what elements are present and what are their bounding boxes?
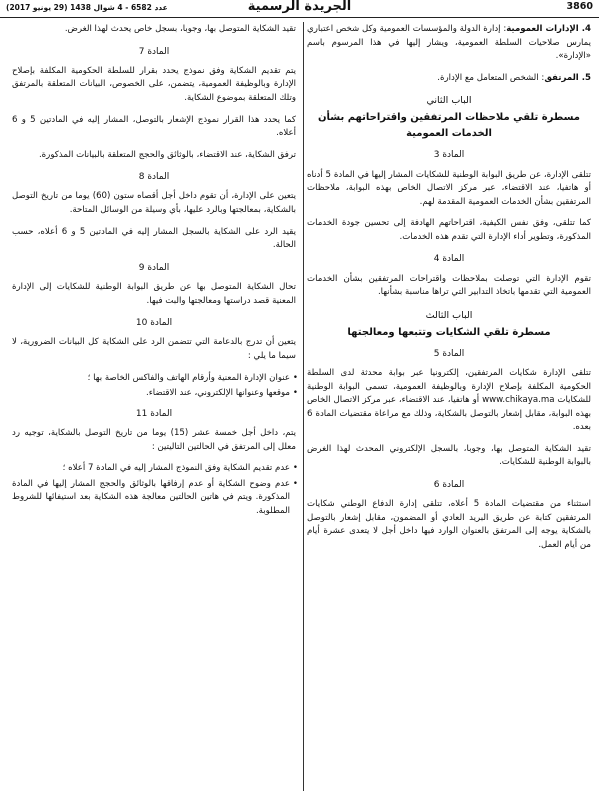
page-number: 3860 (566, 1, 593, 12)
section-2-title: مسطرة تلقي ملاحظات المرتفقين واقتراحاتهم بشأن الخدمات العمومية (318, 112, 580, 140)
article-6-title: المادة 6 (433, 480, 465, 491)
list-item: • عدم تقديم الشكاية وفق النموذج المشار إليه في المادة 7 أعلاه ؛ (12, 462, 296, 476)
article-8-title: المادة 8 (138, 172, 170, 183)
left-column (12, 23, 296, 524)
page-header (0, 0, 599, 18)
article-8-paragraph-1: يتعين على الإدارة، أن تقوم داخل أجل أقصاه ستون (60) يوما من تاريخ التوصل بالشكاية، بمعالجتها وبالرد عليها، بأي وسيلة من الوسائل المتاحة. (12, 191, 297, 216)
article-5-paragraph-2: تقيد الشكاية المتوصل بها، وجوبا، بالسجل الإلكتروني المحدث لهذا الغرض بالبوابة الوطنية للشكايات. (307, 443, 591, 468)
article-4-title: المادة 4 (433, 254, 465, 265)
article-5-paragraph-1: تتلقى الإدارة شكايات المرتفقين، إلكترونيا عبر بوابة محدثة لدى السلطة الحكومية المكلفة بإصلاح الإدارة وبالوظيفة العمومية، تسمى البوابة الوطنية للشكايات www.chikaya.ma أو هاتفيا، عند الاقتضاء، عبر مركز الاتصال الخاص بهذه البوابة، مقابل إشعار بالتوصل بالشكاية، وذلك مع مراعاة مقتضيات المادة 6 بعده. (307, 368, 591, 433)
section-3-title: مسطرة تلقي الشكايات وتتبعها ومعالجتها (347, 326, 551, 338)
article-11-paragraph-1: يتم، داخل أجل خمسة عشر (15) يوما من تاريخ التوصل بالشكاية، توجيه رد معلل إلى المرتفق في الحالتين التاليتين : (12, 427, 297, 452)
article-7-paragraph-1: يتم تقديم الشكاية وفق نموذج يحدد بقرار للسلطة الحكومية المكلفة بإصلاح الإدارة وبالوظيفة العمومية، يتضمن، على الخصوص، البيانات المتعلقة بالمرتفق وتلك المتعلقة بموضوع الشكاية. (12, 65, 296, 103)
article-3-title: المادة 3 (433, 150, 465, 161)
definition-5: 5. المرتفق: الشخص المتعامل مع الإدارة. (437, 72, 591, 83)
article-6-paragraph-1: استثناء من مقتضيات المادة 5 أعلاه، تتلقى إدارة الدفاع الوطني شكايات المرتفقين كتابة عن طريق البريد العادي أو المضمون، مقابل إشعار بالتوصل بالشكاية يوجه إلى المرتفق بالعنوان الوارد فيها داخل أجل لا يتعدى عشرة أيام من أيام العمل. (307, 499, 591, 551)
definition-4: 4. الإدارات العمومية: إدارة الدولة والمؤسسات العمومية وكل شخص اعتباري يمارس صلاحيات السلطة العمومية، ويشار إليها في هذا المرسوم باسم «الإدارة». (307, 24, 591, 62)
section-2-label: الباب الثاني (426, 95, 472, 107)
article-10-list (12, 372, 296, 401)
article-9-title: المادة 9 (138, 262, 170, 273)
article-3-paragraph-1: تتلقى الإدارة، عن طريق البوابة الوطنية للشكايات المشار إليها في المادة 5 أدناه أو هاتفيا، عند الاقتضاء، عبر مركز الاتصال الخاص بهذه البوابة، ملاحظات المرتفقين بشأن الخدمات العمومية المقدمة لهم. (307, 169, 591, 207)
article-11-list (12, 462, 296, 518)
list-item: • عنوان الإدارة المعنية وأرقام الهاتف والفاكس الخاصة بها ؛ (12, 372, 296, 386)
list-item: • موقعها وعنوانها الإلكتروني، عند الاقتضاء. (12, 387, 296, 401)
gazette-title: الجريدة الرسمية (247, 0, 352, 14)
list-item: • عدم وضوح الشكاية أو عدم إرفاقها بالوثائق والحجج المشار إليها في المادة المذكورة. ويتم في هاتين الحالتين معالجة هذه الشكاية بعد استيفائها للشروط المطلوبة. (12, 478, 296, 519)
article-10-title: المادة 10 (135, 318, 173, 329)
continued-paragraph: تقيد الشكاية المتوصل بها، وجوبا، بسجل خاص يحدث لهذا الغرض. (64, 24, 296, 34)
article-7-paragraph-2: كما يحدد هذا القرار نموذج الإشعار بالتوصل، المشار إليه في المادتين 5 و 6 أعلاه. (12, 114, 296, 139)
article-7-title: المادة 7 (138, 46, 170, 57)
article-4-paragraph-1: تقوم الإدارة التي توصلت بملاحظات واقتراحات المرتفقين بشأن الخدمات العمومية التي تقدمها باتخاذ التدابير التي تراها مناسبة بشأنها. (307, 273, 591, 298)
article-10-paragraph-1: يتعين أن تدرج بالدعامة التي تتضمن الرد على الشكاية كل البيانات الضرورية، لا سيما ما يلي : (12, 337, 296, 361)
portal-url: www.chikaya.ma (482, 395, 555, 406)
article-5-title: المادة 5 (433, 348, 465, 359)
section-3-label: الباب الثالث (425, 309, 473, 321)
article-8-paragraph-2: يقيد الرد على الشكاية بالسجل المشار إليه في المادتين 5 و 6 أعلاه، حسب الحالة. (12, 226, 296, 251)
article-7-paragraph-3: ترفق الشكاية، عند الاقتضاء، بالوثائق والحجج المتعلقة بالبيانات المذكورة. (38, 149, 296, 160)
right-column (307, 23, 591, 561)
column-divider (303, 22, 304, 791)
issue-info: عدد 6582 - 4 شوال 1438 (29 يونيو 2017) (6, 3, 168, 12)
article-11-title: المادة 11 (135, 408, 173, 419)
article-9-paragraph-1: تحال الشكاية المتوصل بها عن طريق البوابة الوطنية للشكايات إلى الإدارة المعنية قصد دراستها ومعالجتها والبت فيها. (12, 282, 296, 306)
article-3-paragraph-2: كما تتلقى، وفق نفس الكيفية، اقتراحاتهم الهادفة إلى تحسين جودة الخدمات المذكورة، وتطوير أداء الإدارة التي تقدم هذه الخدمات. (307, 218, 591, 242)
